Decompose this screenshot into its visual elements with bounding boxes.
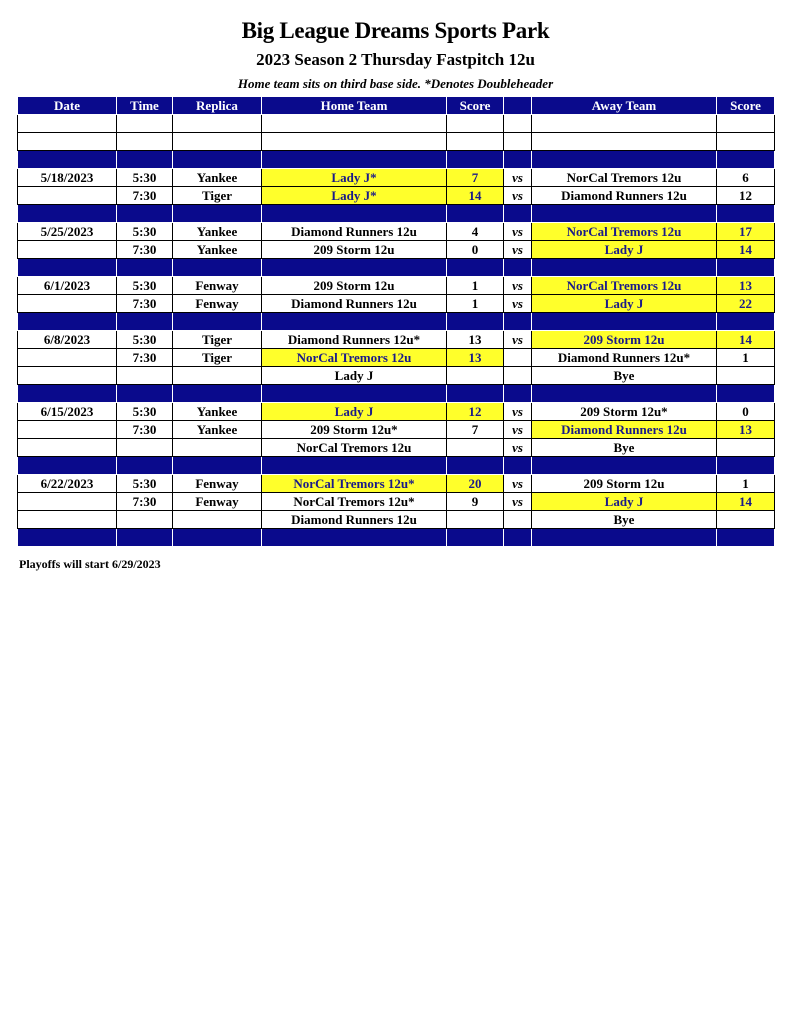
cell-vs: vs [504, 421, 532, 439]
blank-row [18, 133, 775, 151]
cell-date [18, 421, 117, 439]
cell-away-score: 1 [717, 475, 775, 493]
cell-date [18, 511, 117, 529]
column-header-home-team: Home Team [262, 97, 447, 115]
game-row [18, 349, 775, 367]
week-separator-row [18, 313, 775, 331]
cell-vs: vs [504, 169, 532, 187]
column-header-replica: Replica [173, 97, 262, 115]
separator-cell [173, 151, 262, 169]
cell-home-team: Diamond Runners 12u [262, 295, 447, 313]
cell-home-team: NorCal Tremors 12u [262, 439, 447, 457]
cell-away-score [717, 511, 775, 529]
cell-away-team: 209 Storm 12u [532, 331, 717, 349]
separator-cell [117, 529, 173, 547]
separator-cell [717, 529, 775, 547]
cell-time: 7:30 [117, 493, 173, 511]
cell-time: 5:30 [117, 169, 173, 187]
cell-home-score [447, 367, 504, 385]
cell-date [18, 295, 117, 313]
cell-vs: vs [504, 439, 532, 457]
cell-vs [504, 511, 532, 529]
cell-away-team: 209 Storm 12u [532, 475, 717, 493]
cell-replica: Yankee [173, 223, 262, 241]
cell-replica: Tiger [173, 349, 262, 367]
game-row [18, 277, 775, 295]
cell-time: 7:30 [117, 187, 173, 205]
cell-replica: Fenway [173, 277, 262, 295]
blank-cell [504, 133, 532, 151]
cell-replica: Fenway [173, 493, 262, 511]
cell-home-team: Lady J* [262, 187, 447, 205]
cell-replica: Fenway [173, 475, 262, 493]
cell-home-score [447, 439, 504, 457]
separator-cell [532, 385, 717, 403]
cell-time: 7:30 [117, 241, 173, 259]
cell-time [117, 511, 173, 529]
column-header-home-score: Score [447, 97, 504, 115]
cell-home-score: 7 [447, 421, 504, 439]
cell-time: 5:30 [117, 403, 173, 421]
cell-time: 5:30 [117, 331, 173, 349]
game-row [18, 331, 775, 349]
week-separator-row [18, 151, 775, 169]
cell-away-score: 13 [717, 277, 775, 295]
blank-cell [262, 115, 447, 133]
cell-home-team: Lady J [262, 403, 447, 421]
blank-cell [504, 115, 532, 133]
separator-cell [18, 385, 117, 403]
cell-date [18, 349, 117, 367]
game-row [18, 421, 775, 439]
game-row [18, 439, 775, 457]
separator-cell [173, 259, 262, 277]
separator-cell [18, 313, 117, 331]
cell-home-score: 1 [447, 277, 504, 295]
separator-cell [717, 151, 775, 169]
game-row [18, 403, 775, 421]
cell-vs: vs [504, 241, 532, 259]
cell-away-team: Bye [532, 367, 717, 385]
game-row [18, 493, 775, 511]
cell-away-team: NorCal Tremors 12u [532, 277, 717, 295]
game-row [18, 367, 775, 385]
blank-cell [532, 115, 717, 133]
cell-away-score: 12 [717, 187, 775, 205]
cell-away-score: 13 [717, 421, 775, 439]
cell-away-team: Diamond Runners 12u [532, 421, 717, 439]
cell-vs: vs [504, 223, 532, 241]
blank-cell [18, 115, 117, 133]
cell-home-score [447, 511, 504, 529]
cell-home-team: NorCal Tremors 12u* [262, 493, 447, 511]
cell-home-score: 1 [447, 295, 504, 313]
cell-home-team: Lady J [262, 367, 447, 385]
cell-home-score: 7 [447, 169, 504, 187]
cell-away-team: 209 Storm 12u* [532, 403, 717, 421]
separator-cell [262, 205, 447, 223]
separator-cell [117, 385, 173, 403]
separator-cell [262, 529, 447, 547]
cell-replica: Yankee [173, 241, 262, 259]
week-separator-row [18, 259, 775, 277]
separator-cell [447, 313, 504, 331]
column-header-vs [504, 97, 532, 115]
cell-home-score: 12 [447, 403, 504, 421]
cell-home-team: Lady J* [262, 169, 447, 187]
cell-vs: vs [504, 295, 532, 313]
week-separator-row [18, 529, 775, 547]
blank-cell [447, 115, 504, 133]
separator-cell [532, 457, 717, 475]
separator-cell [532, 313, 717, 331]
cell-date [18, 439, 117, 457]
separator-cell [117, 259, 173, 277]
cell-date: 6/15/2023 [18, 403, 117, 421]
separator-cell [447, 457, 504, 475]
cell-away-score [717, 367, 775, 385]
home-team-note: Home team sits on third base side. *Denotes Doubleheader [237, 76, 554, 91]
separator-cell [504, 385, 532, 403]
game-row [18, 511, 775, 529]
separator-cell [504, 313, 532, 331]
separator-cell [717, 457, 775, 475]
cell-time [117, 439, 173, 457]
column-header-away-score: Score [717, 97, 775, 115]
cell-home-score: 0 [447, 241, 504, 259]
cell-home-team: 209 Storm 12u [262, 277, 447, 295]
separator-cell [117, 457, 173, 475]
cell-away-team: Diamond Runners 12u* [532, 349, 717, 367]
cell-away-score [717, 439, 775, 457]
game-row [18, 169, 775, 187]
cell-home-team: Diamond Runners 12u* [262, 331, 447, 349]
cell-replica: Tiger [173, 331, 262, 349]
cell-away-team: NorCal Tremors 12u [532, 169, 717, 187]
cell-time [117, 367, 173, 385]
separator-cell [262, 259, 447, 277]
cell-time: 5:30 [117, 475, 173, 493]
separator-cell [18, 529, 117, 547]
cell-home-score: 9 [447, 493, 504, 511]
cell-vs: vs [504, 403, 532, 421]
cell-home-team: 209 Storm 12u* [262, 421, 447, 439]
separator-cell [504, 259, 532, 277]
separator-cell [117, 151, 173, 169]
cell-vs: vs [504, 493, 532, 511]
separator-cell [717, 205, 775, 223]
separator-cell [504, 457, 532, 475]
separator-cell [447, 385, 504, 403]
schedule-body [18, 115, 775, 547]
cell-away-score: 17 [717, 223, 775, 241]
game-row [18, 241, 775, 259]
separator-cell [504, 529, 532, 547]
cell-home-team: NorCal Tremors 12u [262, 349, 447, 367]
blank-cell [717, 115, 775, 133]
cell-home-team: Diamond Runners 12u [262, 223, 447, 241]
cell-replica: Fenway [173, 295, 262, 313]
cell-time: 7:30 [117, 349, 173, 367]
cell-replica: Yankee [173, 421, 262, 439]
cell-date: 6/8/2023 [18, 331, 117, 349]
blank-cell [18, 133, 117, 151]
blank-cell [717, 133, 775, 151]
cell-away-team: Diamond Runners 12u [532, 187, 717, 205]
separator-cell [717, 385, 775, 403]
cell-replica: Yankee [173, 403, 262, 421]
cell-date [18, 241, 117, 259]
cell-home-score: 14 [447, 187, 504, 205]
separator-cell [532, 205, 717, 223]
cell-replica [173, 439, 262, 457]
separator-cell [447, 205, 504, 223]
blank-cell [532, 133, 717, 151]
cell-vs [504, 367, 532, 385]
game-row [18, 187, 775, 205]
cell-date: 5/25/2023 [18, 223, 117, 241]
separator-cell [447, 529, 504, 547]
cell-time: 7:30 [117, 421, 173, 439]
cell-away-team: Lady J [532, 493, 717, 511]
cell-vs: vs [504, 277, 532, 295]
cell-home-score: 4 [447, 223, 504, 241]
separator-cell [18, 151, 117, 169]
separator-cell [504, 205, 532, 223]
cell-away-score: 22 [717, 295, 775, 313]
cell-away-team: NorCal Tremors 12u [532, 223, 717, 241]
cell-vs: vs [504, 187, 532, 205]
separator-cell [117, 205, 173, 223]
separator-cell [262, 457, 447, 475]
cell-replica: Yankee [173, 169, 262, 187]
cell-date: 6/22/2023 [18, 475, 117, 493]
separator-cell [532, 151, 717, 169]
separator-cell [173, 457, 262, 475]
table-header-row [18, 97, 775, 115]
game-row [18, 223, 775, 241]
separator-cell [532, 529, 717, 547]
cell-replica: Tiger [173, 187, 262, 205]
separator-cell [262, 313, 447, 331]
cell-home-team: Diamond Runners 12u [262, 511, 447, 529]
blank-row [18, 115, 775, 133]
cell-date [18, 367, 117, 385]
cell-away-score: 14 [717, 493, 775, 511]
blank-cell [173, 133, 262, 151]
cell-date [18, 187, 117, 205]
separator-cell [447, 151, 504, 169]
separator-cell [173, 205, 262, 223]
cell-replica [173, 511, 262, 529]
cell-date [18, 493, 117, 511]
cell-away-score: 0 [717, 403, 775, 421]
document-title: Big League Dreams Sports Park [241, 18, 550, 43]
blank-cell [173, 115, 262, 133]
separator-cell [717, 259, 775, 277]
playoffs-note: Playoffs will start 6/29/2023 [19, 557, 161, 571]
cell-date: 5/18/2023 [18, 169, 117, 187]
schedule-table [17, 96, 775, 547]
cell-away-score: 6 [717, 169, 775, 187]
separator-cell [717, 313, 775, 331]
cell-home-score: 20 [447, 475, 504, 493]
separator-cell [173, 529, 262, 547]
cell-vs: vs [504, 475, 532, 493]
separator-cell [18, 259, 117, 277]
cell-away-score: 14 [717, 241, 775, 259]
separator-cell [173, 385, 262, 403]
cell-away-score: 1 [717, 349, 775, 367]
cell-home-team: 209 Storm 12u [262, 241, 447, 259]
separator-cell [504, 151, 532, 169]
column-header-time: Time [117, 97, 173, 115]
cell-date: 6/1/2023 [18, 277, 117, 295]
cell-vs [504, 349, 532, 367]
document-subtitle: 2023 Season 2 Thursday Fastpitch 12u [256, 50, 535, 69]
blank-cell [117, 115, 173, 133]
week-separator-row [18, 457, 775, 475]
separator-cell [18, 205, 117, 223]
cell-away-team: Lady J [532, 241, 717, 259]
blank-cell [117, 133, 173, 151]
cell-away-score: 14 [717, 331, 775, 349]
game-row [18, 295, 775, 313]
column-header-date: Date [18, 97, 117, 115]
cell-home-score: 13 [447, 349, 504, 367]
cell-home-team: NorCal Tremors 12u* [262, 475, 447, 493]
cell-home-score: 13 [447, 331, 504, 349]
cell-vs: vs [504, 331, 532, 349]
blank-cell [262, 133, 447, 151]
cell-time: 5:30 [117, 277, 173, 295]
separator-cell [532, 259, 717, 277]
cell-time: 5:30 [117, 223, 173, 241]
separator-cell [173, 313, 262, 331]
separator-cell [117, 313, 173, 331]
separator-cell [262, 385, 447, 403]
cell-away-team: Lady J [532, 295, 717, 313]
blank-cell [447, 133, 504, 151]
cell-replica [173, 367, 262, 385]
game-row [18, 475, 775, 493]
cell-away-team: Bye [532, 439, 717, 457]
cell-away-team: Bye [532, 511, 717, 529]
separator-cell [18, 457, 117, 475]
week-separator-row [18, 205, 775, 223]
column-header-away-team: Away Team [532, 97, 717, 115]
cell-time: 7:30 [117, 295, 173, 313]
week-separator-row [18, 385, 775, 403]
separator-cell [447, 259, 504, 277]
separator-cell [262, 151, 447, 169]
